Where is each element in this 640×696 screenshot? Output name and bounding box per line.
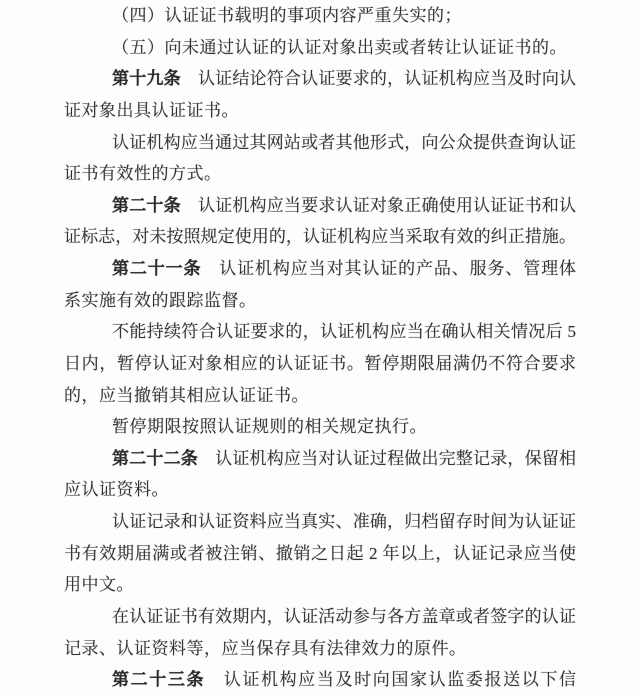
text-segment: 用中文。 (64, 575, 134, 595)
document-line (64, 285, 576, 317)
text-segment: 认证机构应当对认证过程做出完整记录，保留相 (197, 448, 577, 468)
text-segment: 在认证证书有效期内，认证活动参与各方盖章或者签字的认证 (112, 606, 576, 626)
text-segment: 认证机构应当要求认证对象正确使用认证证书和认 (180, 195, 577, 215)
text-segment: 应认证资料。 (64, 480, 169, 500)
text-segment: 证对象出具认证证书。 (64, 100, 239, 120)
document-line (64, 538, 576, 570)
article-number: 第二十条 (112, 195, 181, 215)
text-segment: （四）认证证书载明的事项内容严重失实的； (112, 6, 462, 25)
document-line (64, 63, 576, 95)
document-line (64, 664, 576, 696)
document-line (64, 380, 576, 412)
text-segment: 日内，暂停认证对象相应的认证证书。暂停期限届满仍不符合要求 (64, 353, 576, 373)
text-segment: 认证机构应当及时向国家认监委报送以下信 (205, 670, 576, 690)
text-segment: 书有效期届满或者被注销、撤销之日起 2 年以上，认证记录应当使 (64, 543, 576, 563)
document-line (64, 411, 576, 443)
document-line (64, 253, 576, 285)
document-line (64, 569, 576, 601)
document-line (64, 221, 576, 253)
document-line (64, 32, 576, 64)
document-line (64, 506, 576, 538)
document-line (64, 95, 576, 127)
text-segment: 证书有效性的方式。 (64, 164, 222, 184)
text-segment: 认证结论符合认证要求的，认证机构应当及时向认 (180, 69, 577, 89)
text-segment: 记录、认证资料等，应当保存具有法律效力的原件。 (64, 638, 467, 658)
text-segment: 系实施有效的跟踪监督。 (64, 290, 257, 310)
article-number: 第十九条 (112, 69, 181, 89)
document-line (64, 0, 576, 32)
text-segment: 的，应当撤销其相应认证证书。 (64, 385, 309, 405)
text-segment: 证标志，对未按照规定使用的，认证机构应当采取有效的纠正措施。 (64, 227, 576, 247)
text-segment: 认证记录和认证资料应当真实、准确，归档留存时间为认证证 (112, 512, 576, 531)
text-segment: 认证机构应当对其认证的产品、服务、管理体 (201, 259, 577, 278)
document-line (64, 158, 576, 190)
document-line (64, 190, 576, 222)
document-line (64, 316, 576, 348)
document-line (64, 474, 576, 506)
article-number: 第二十一条 (112, 259, 202, 278)
document-line (64, 348, 576, 380)
text-segment: （五）向未通过认证的认证对象出卖或者转让认证证书的。 (112, 37, 567, 57)
article-number: 第二十三条 (112, 670, 206, 690)
article-number: 第二十二条 (112, 448, 198, 468)
document-line (64, 601, 576, 633)
text-segment: 认证机构应当通过其网站或者其他形式，向公众提供查询认证 (112, 132, 576, 152)
text-segment: 暂停期限按照认证规则的相关规定执行。 (112, 417, 427, 437)
document-line (64, 127, 576, 159)
text-segment: 不能持续符合认证要求的，认证机构应当在确认相关情况后 5 (112, 322, 576, 342)
document-line (64, 443, 576, 475)
document-line (64, 633, 576, 665)
